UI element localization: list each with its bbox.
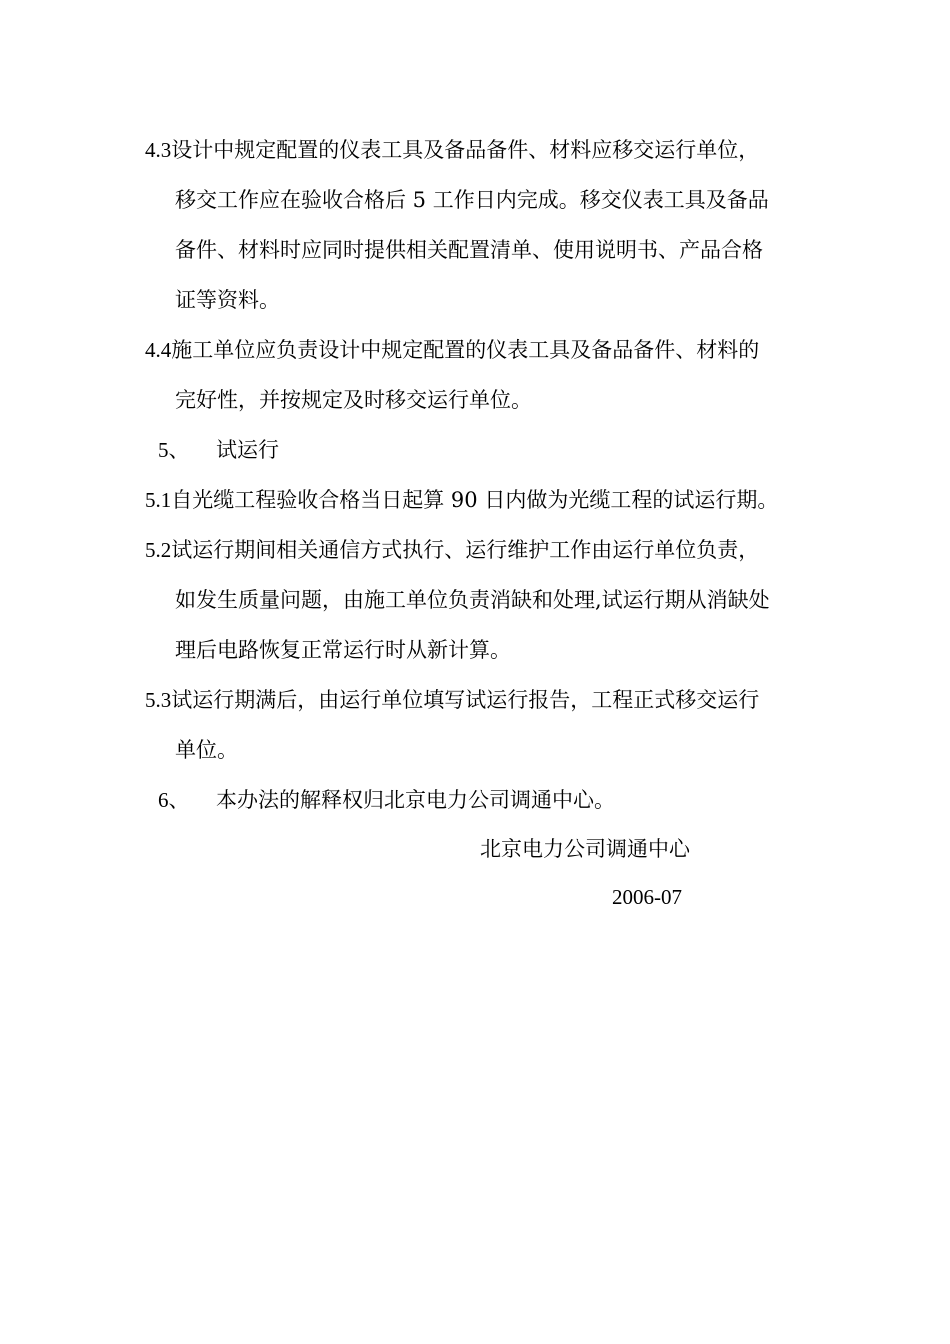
section-4-4-line-2: 完好性，并按规定及时移交运行单位。: [175, 388, 532, 412]
section-5-3: [145, 685, 810, 765]
section-6-heading: [158, 785, 615, 815]
section-5-2-line-3: 理后电路恢复正常运行时从新计算。: [175, 638, 511, 662]
section-number: 5.3: [145, 688, 172, 712]
section-5-2-line-1: [145, 535, 759, 565]
section-5-2-line-2: 如发生质量问题，由施工单位负责消缺和处理,试运行期从消缺处: [175, 588, 770, 612]
section-number: 5、: [158, 438, 190, 462]
section-4-3: [145, 135, 810, 315]
section-5-3-line-2: 单位。: [175, 738, 238, 762]
section-4-3-line-2: 移交工作应在验收合格后 5 工作日内完成。移交仪表工具及备品: [175, 188, 769, 212]
section-4-3-line-4: 证等资料。: [175, 288, 280, 312]
section-5-1: [145, 485, 810, 515]
section-text: 设计中规定配置的仪表工具及备品备件、材料应移交运行单位，: [171, 138, 760, 162]
section-number: 6、: [158, 788, 190, 812]
section-5-3-line-1: [145, 685, 759, 715]
section-text: 试运行期满后，由运行单位填写试运行报告，工程正式移交运行: [171, 688, 760, 712]
section-number: 4.4: [145, 338, 172, 362]
section-number: 4.3: [145, 138, 172, 162]
section-4-3-line-1: [145, 135, 810, 165]
signature: 北京电力公司调通中心: [480, 837, 690, 861]
section-4-3-line-3: 备件、材料时应同时提供相关配置清单、使用说明书、产品合格: [175, 238, 763, 262]
document-date: 2006-07: [612, 885, 682, 909]
section-5-heading: [158, 435, 279, 465]
section-title: 本办法的解释权归北京电力公司调通中心。: [216, 788, 615, 812]
section-4-4-line-1: [145, 335, 759, 365]
section-title: 试运行: [216, 438, 279, 462]
section-5-1-line-1: [145, 485, 778, 515]
section-text: 自光缆工程验收合格当日起算 90 日内做为光缆工程的试运行期。: [171, 488, 779, 512]
section-5-2: [145, 535, 810, 665]
section-number: 5.2: [145, 538, 172, 562]
section-text: 试运行期间相关通信方式执行、运行维护工作由运行单位负责，: [171, 538, 760, 562]
section-number: 5.1: [145, 488, 172, 512]
section-4-4: [145, 335, 810, 415]
section-text: 施工单位应负责设计中规定配置的仪表工具及备品备件、材料的: [171, 338, 760, 362]
